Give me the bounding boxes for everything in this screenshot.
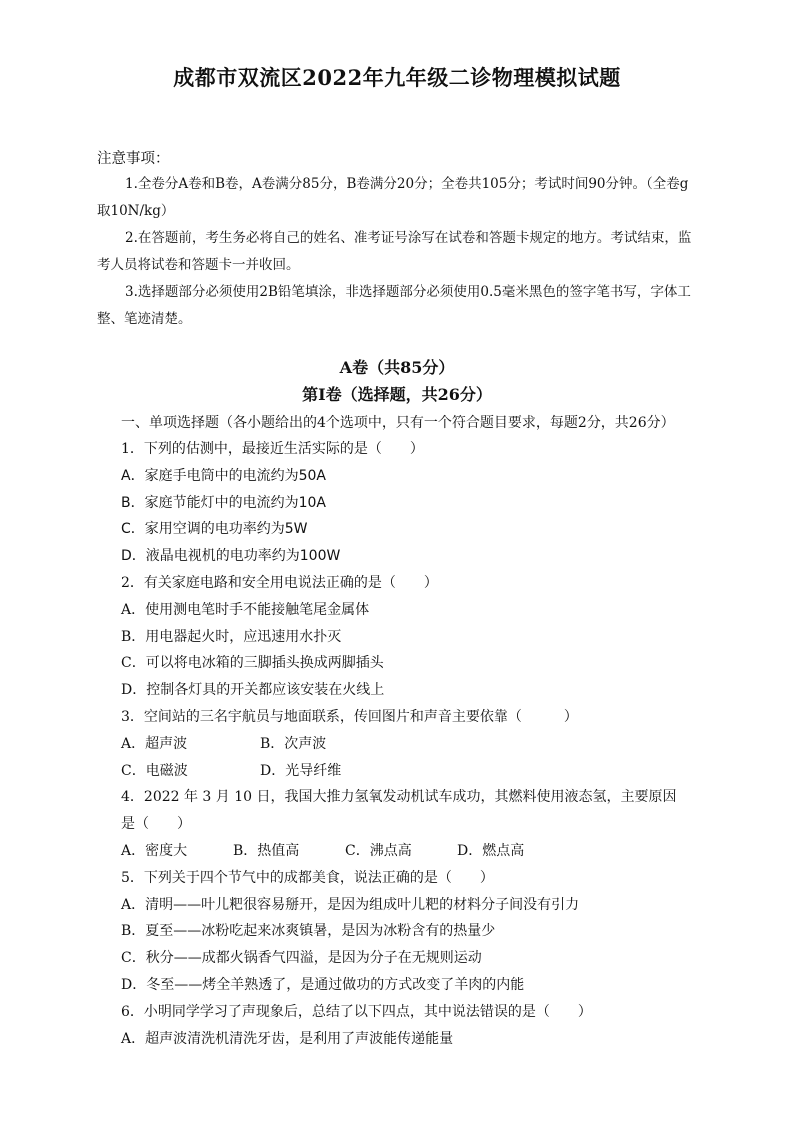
- question-list: [121, 436, 681, 1052]
- question-1-stem: 1．下列的估测中，最接近生活实际的是（ ）: [121, 441, 424, 457]
- question-4-option-a: A．密度大: [121, 842, 188, 859]
- question-6-stem: 6．小明同学学习了声现象后，总结了以下四点，其中说法错误的是（ ）: [121, 1003, 592, 1020]
- question-2-option-c: C．可以将电冰箱的三脚插头换成两脚插头: [121, 655, 384, 672]
- question-2-option-b: B．用电器起火时，应迅速用水扑灭: [121, 628, 342, 645]
- question-1-option-a: A．家庭手电筒中的电流约为50A: [121, 467, 326, 484]
- question-4-stem-cont: 是（ ）: [121, 816, 191, 833]
- question-3-options-row-1: [121, 731, 681, 758]
- question-4-option-b: B．热值高: [233, 842, 300, 859]
- question-5-stem: 5．下列关于四个节气中的成都美食，说法正确的是（ ）: [121, 869, 494, 886]
- question-2-stem: 2．有关家庭电路和安全用电说法正确的是（ ）: [121, 574, 438, 591]
- notes-list: [97, 171, 697, 333]
- notes-heading: 注意事项：: [97, 151, 170, 167]
- question-3-stem: 3．空间站的三名宇航员与地面联系，传回图片和声音主要依靠（ ）: [121, 708, 578, 725]
- question-3-option-d: D．光导纤维: [260, 762, 342, 779]
- note-item: 1.全卷分A卷和B卷，A卷满分85分，B卷满分20分；全卷共105分；考试时间90分钟。（全卷g取10N/kg）: [97, 176, 689, 219]
- question-6-option-a: A．超声波清洗机清洗牙齿，是利用了声波能传递能量: [121, 1030, 454, 1047]
- question-4-option-d: D．燃点高: [457, 842, 525, 859]
- question-3-option-c: C．电磁波: [121, 762, 188, 779]
- question-5-option-b: B．夏至——冰粉吃起来冰爽镇暑，是因为冰粉含有的热量少: [121, 923, 496, 940]
- question-1-option-b: B．家庭节能灯中的电流约为10A: [121, 494, 326, 511]
- section-heading: 一、单项选择题（各小题给出的4个选项中，只有一个符合题目要求，每题2分，共26分）: [121, 415, 675, 431]
- question-4-options: [121, 838, 681, 865]
- question-1-option-d: D．液晶电视机的电功率约为100W: [121, 548, 341, 565]
- note-item: 3.选择题部分必须使用2B铅笔填涂，非选择题部分必须使用0.5毫米黑色的签字笔书写，字体工整、笔迹清楚。: [97, 284, 691, 327]
- question-5-option-c: C．秋分——成都火锅香气四溢，是因为分子在无规则运动: [121, 950, 482, 967]
- volume-one-heading: 第Ⅰ卷（选择题，共26分）: [302, 385, 492, 404]
- question-5-option-d: D．冬至——烤全羊熟透了，是通过做功的方式改变了羊肉的内能: [121, 976, 525, 993]
- part-a-heading: A卷（共85分）: [339, 358, 455, 377]
- question-3-option-a: A．超声波: [121, 735, 188, 752]
- question-5-option-a: A．清明——叶儿粑很容易掰开，是因为组成叶儿粑的材料分子间没有引力: [121, 896, 580, 913]
- question-2-option-a: A．使用测电笔时手不能接触笔尾金属体: [121, 601, 370, 618]
- question-3-options-row-2: [121, 758, 681, 785]
- question-2-option-d: D．控制各灯具的开关都应该安装在火线上: [121, 682, 385, 699]
- exam-title: 成都市双流区2022年九年级二诊物理模拟试题: [173, 65, 621, 90]
- question-4-option-c: C．沸点高: [345, 842, 412, 859]
- question-1-option-c: C．家用空调的电功率约为5W: [121, 521, 308, 538]
- question-3-option-b: B．次声波: [260, 735, 327, 752]
- question-4-stem: 4．2022 年 3 月 10 日，我国大推力氢氧发动机试车成功，其燃料使用液态氢，主要原因: [121, 789, 677, 806]
- note-item: 2.在答题前，考生务必将自己的姓名、准考证号涂写在试卷和答题卡规定的地方。考试结束，监考人员将试卷和答题卡一并收回。: [97, 230, 692, 273]
